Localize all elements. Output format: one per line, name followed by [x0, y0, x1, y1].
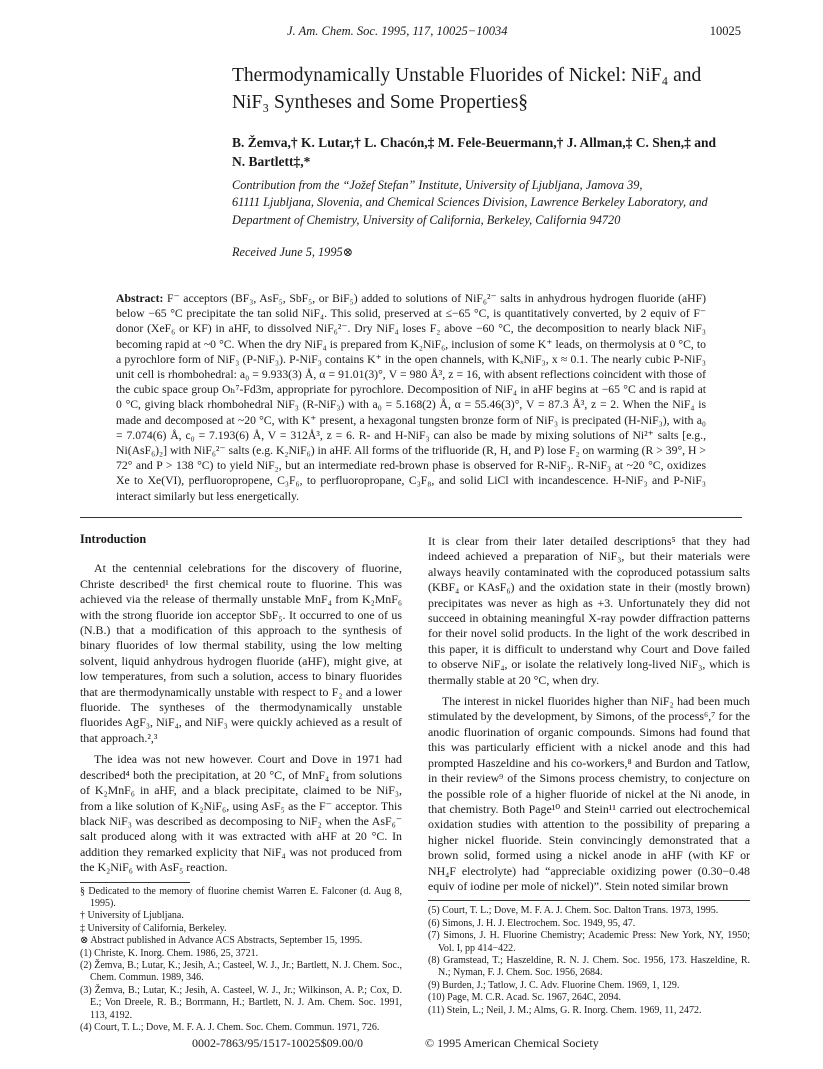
- body-paragraph: It is clear from their later detailed descriptions⁵ that they had indeed achieved a preparation of NiF₃, but their materials were always heavily contaminated with the coproduced potassium salts (KBF₄ or KAsF₆) and the oxidation state in their (mostly brown) precipitates was never as high as +3. Unfortunately they did not succeed in obtaining meaningful X-ray powder diffraction patterns for their novel solid products. In the light of the work described in this paper, it is difficult to understand why Court and Dove failed to observe NiF₄, or isolate the relatively long-lived NiF₃, which is thermally stable at 20 °C, when dry.: [428, 534, 750, 687]
- issn-code: 0002-7863/95/1517-10025$09.00/0: [192, 1036, 363, 1050]
- abstract-label: Abstract:: [116, 292, 164, 305]
- authors-line: N. Bartlett‡,*: [232, 154, 311, 169]
- footnote: ‡ University of California, Berkeley.: [80, 922, 227, 934]
- footnote: (6) Simons, J. H. J. Electrochem. Soc. 1949, 95, 47.: [428, 917, 636, 929]
- article-title: [232, 62, 752, 116]
- footnote: (3) Žemva, B.; Lutar, K.; Jesih, A. Casteel, W. J., Jr.; Wilkinson, A. P.; Cox, D. E.; Von Dreele, R. B.; Borrmann, H.; Bartlett, N. J. Am. Chem. Soc. 1991, 113, 4192.: [80, 984, 402, 1021]
- body-paragraph: At the centennial celebrations for the discovery of fluorine, Christe described¹ the first chemical route to fluorine. This was achieved via the release of thermally unstable MnF₄ from K₂MnF₆ with the strong fluoride ion acceptor SbF₅. It occurred to one of us (N.B.) that a modification of this approach to the synthesis of binary fluorides of low thermal stability, using the low melting solvent, liquid anhydrous hydrogen fluoride (aHF), might give, at low temperatures, from such a solution, access to binary fluorides that are thermodynamically unstable with respect to F₂ and a lower fluoride. The syntheses of the thermodynamically unstable fluorides AgF₃, NiF₄, and NiF₃ were quickly achieved as a result of that approach.²,³: [80, 561, 402, 745]
- title-line: Thermodynamically Unstable Fluorides of Nickel: NiF₄ and: [232, 65, 702, 86]
- authors-line: B. Žemva,† K. Lutar,† L. Chacón,‡ M. Fele-Beuermann,† J. Allman,‡ C. Shen,‡ and: [232, 135, 717, 150]
- footnote: (10) Page, M. C.R. Acad. Sc. 1967, 264C, 2094.: [428, 992, 622, 1004]
- footnote: (11) Stein, L.; Neil, J. M.; Alms, G. R. Inorg. Chem. 1969, 11, 2472.: [428, 1004, 702, 1016]
- affiliation-line: Contribution from the “Jožef Stefan” Institute, University of Ljubljana, Jamova 39,: [232, 178, 643, 192]
- footnote: ⊗ Abstract published in Advance ACS Abstracts, September 15, 1995.: [80, 935, 363, 947]
- footnote-divider: [80, 882, 190, 883]
- abstract: [116, 291, 706, 504]
- footnote: † University of Ljubljana.: [80, 910, 184, 922]
- footnote: (2) Žemva, B.; Lutar, K.; Jesih, A.; Casteel, W. J., Jr.; Bartlett, N. J. Chem. Soc., Chem. Commun. 1989, 346.: [80, 959, 402, 984]
- author-list: [232, 133, 772, 171]
- body-paragraph: The interest in nickel fluorides higher than NiF₂ had been much stimulated by the development, by Simons, of the process⁶,⁷ for the anodic fluorination of organic compounds. Simons had found that this was particularly efficient with a nickel anode and this had prompted Haszeldine and his co-workers,⁸ and Burdon and Tatlow, in their review⁹ of the Simons process chemistry, to conjecture on the possible role of a higher fluoride of nickel at the Ni anode, in that chemistry. Both Page¹⁰ and Stein¹¹ carried out electrochemical oxidation studies with attention to the possibility of preparing a higher nickel fluoride. Stein convincingly demonstrated that a brown solid, formed using a nickel anode in aHF (with KF or NH₄F electrolyte) had “appreciable oxidizing power (0.30−0.48 equiv of iodine per mole of nickel)”. Stein noted similar brown: [428, 694, 750, 893]
- abstract-text: F⁻ acceptors (BF₃, AsF₅, SbF₅, or BiF₅) added to solutions of NiF₆²⁻ salts in anhydrous hydrogen fluoride (aHF) below −65 °C precipitate the tan solid NiF₄. This solid, preserved at ≤−65 °C, is quantitatively converted, by 2 equiv of F⁻ donor (XeF₆ or KF) in aHF, to dissolved NiF₆²⁻. Dry NiF₄ loses F₂ above −60 °C, the decomposition to nearly black NiF₃ becoming rapid at ~0 °C. When the dry NiF₄ is prepared from K₂NiF₆, inclusion of some K⁺ leads, on thermolysis at 0 °C, to a pyrochlore form of NiF₃ (P-NiF₃). P-NiF₃ contains K⁺ in the open channels, with KₓNiF₃, x ≈ 0.1. The nearly cubic P-NiF₃ unit cell is rhombohedral: a₀ = 9.933(3) Å, α = 91.01(3)°, V = 980 Å³, z = 16, with absent reflections coincident with those of the cubic space group Oₕ⁷-Fd3m, appropriate for pyrochlore. Decomposition of NiF₄ in aHF begins at −65 °C and is rapid at 0 °C, giving black rhombohedral NiF₃ (R-NiF₃) with a₀ = 5.168(2) Å, α = 55.46(3)°, V = 87.3 Å³, z = 2. When the NiF₄ is made and decomposed at ~20 °C, with K⁺ present, a hexagonal tungsten bronze form of NiF₃ is precipated (H-NiF₃), with a₀ = 7.074(6) Å, c₀ = 7.193(6) Å, V = 312Å³, z = 6. R- and H-NiF₃ can also be made by mixing solutions of Ni²⁺ salts [e.g., Ni(AsF₆)₂] with NiF₆²⁻ salts (e.g. K₂NiF₆) in aHF. All forms of the trifluoride (R, H, and P) lose F₂ on warming (R > 39°, H > 72° and P > 138 °C) to yield NiF₂, but an intermediate red-brown phase is observed for R-NiF₃. R-NiF₃ at ~20 °C, oxidizes Xe to Xe(VI), perfluoropropene, C₃F₆, to perfluoropropane, C₃F₈, and solid LiCl with incandescence. H-NiF₃ and P-NiF₃ interact similarly but less energetically.: [116, 292, 706, 503]
- footnote: (9) Burden, J.; Tatlow, J. C. Adv. Fluorine Chem. 1969, 1, 129.: [428, 979, 680, 991]
- footnote-divider: [428, 900, 750, 901]
- footnote: (5) Court, T. L.; Dove, M. F. A. J. Chem. Soc. Dalton Trans. 1973, 1995.: [428, 905, 719, 917]
- footnotes-right: [428, 905, 750, 1017]
- footnote: (7) Simons, J. H. Fluorine Chemistry; Academic Press: New York, NY, 1950; Vol. I, pp 414−422.: [428, 930, 750, 954]
- left-column: [80, 532, 402, 1034]
- footnote: § Dedicated to the memory of fluorine chemist Warren E. Falconer (d. Aug 8, 1995).: [80, 885, 402, 909]
- footnotes-left: [80, 886, 402, 1035]
- right-column: [428, 534, 750, 1017]
- footnote: (1) Christe, K. Inorg. Chem. 1986, 25, 3721.: [80, 947, 259, 959]
- body-paragraph: The idea was not new however. Court and Dove in 1971 had described⁴ both the precipitation, at 20 °C, of MnF₄ from solutions of K₂MnF₆ in aHF, and a black precipitate, claimed to be NiF₃, from a like solution of K₂NiF₆, using AsF₅ as the F⁻ acceptor. This black NiF₃ was described as decomposing to NiF₂ when the AsF₆⁻ salt produced along with it was extracted with aHF at 20 °C. In addition they remarked explicity that NiF₄ was not produced from the K₂NiF₆ with AsF₅ reaction.: [80, 752, 402, 875]
- running-head: [0, 24, 823, 42]
- affiliations: [232, 177, 772, 229]
- affiliation-line: Department of Chemistry, University of California, Berkeley, California 94720: [232, 212, 621, 227]
- section-divider: [80, 517, 742, 518]
- affiliation-line: 61111 Ljubljana, Slovenia, and Chemical Sciences Division, Lawrence Berkeley Laboratory, and: [232, 195, 708, 210]
- copyright-notice: © 1995 American Chemical Society: [425, 1036, 599, 1050]
- journal-citation: J. Am. Chem. Soc. 1995, 117, 10025−10034: [287, 24, 508, 38]
- introduction-heading: Introduction: [80, 532, 147, 546]
- footnote: (8) Gramstead, T.; Haszeldine, R. N. J. Chem. Soc. 1956, 173. Haszeldine, R. N.; Nyman, F. J. Chem. Soc. 1956, 2684.: [428, 954, 750, 979]
- footnote: (4) Court, T. L.; Dove, M. F. A. J. Chem. Soc. Chem. Commun. 1971, 726.: [80, 1022, 380, 1033]
- page-number: 10025: [709, 24, 741, 38]
- received-date: Received June 5, 1995⊗: [232, 245, 353, 259]
- title-line: NiF₃ Syntheses and Some Properties§: [232, 92, 529, 113]
